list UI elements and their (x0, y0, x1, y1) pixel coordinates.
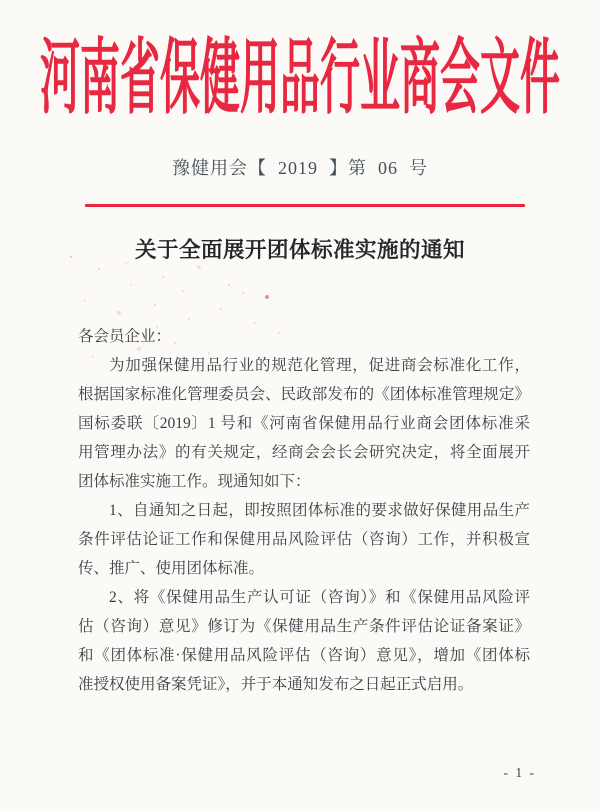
paragraph-1-line-1: 为加强保健用品行业的规范化管理，促进商会标准化工作， (109, 357, 530, 374)
paragraph-2-line-1: 1、自通知之日起，即按照团体标准的要求做好保健用品生产 (109, 502, 530, 519)
paragraph-1-line-2: 根据国家标准化管理委员会、民政部发布的《团体标准管理规定》 (78, 386, 530, 403)
header-divider-line (85, 204, 525, 207)
paragraph-3-line-4: 准授权使用备案凭证》，并于本通知发布之日起正式启用。 (78, 676, 474, 693)
document-body (78, 322, 530, 699)
paragraph-3-line-3: 和《团体标准·保健用品风险评估（咨询）意见》，增加《团体标 (78, 647, 530, 664)
document-number: 豫健用会【 2019 】第 06 号 (172, 158, 428, 178)
paragraph-2-line-3: 传、推广、使用团体标准。 (78, 560, 265, 577)
paragraph-3-line-1: 2、将《保健用品生产认可证（咨询）》和《保健用品风险评 (109, 589, 530, 606)
paragraph-2-line-2: 条件评估论证工作和保健用品风险评估（咨询）工作，并积极宣 (78, 531, 530, 548)
document-title: 关于全面展开团体标准实施的通知 (134, 238, 465, 262)
document-header-title: 河南省保健用品行业商会文件 (40, 33, 560, 125)
paragraph-1-line-3: 国标委联〔2019〕1 号和《河南省保健用品行业商会团体标准采 (78, 415, 530, 432)
paragraph-1-line-4: 用管理办法》的有关规定，经商会会长会研究决定，将全面展开 (78, 444, 530, 461)
paragraph-1-line-5: 团体标准实施工作。现通知如下： (78, 473, 311, 490)
salutation: 各会员企业： (78, 328, 172, 345)
page-number: - 1 - (503, 765, 536, 780)
paragraph-3-line-2: 估（咨询）意见》修订为《保健用品生产条件评估论证备案证》 (78, 618, 530, 635)
